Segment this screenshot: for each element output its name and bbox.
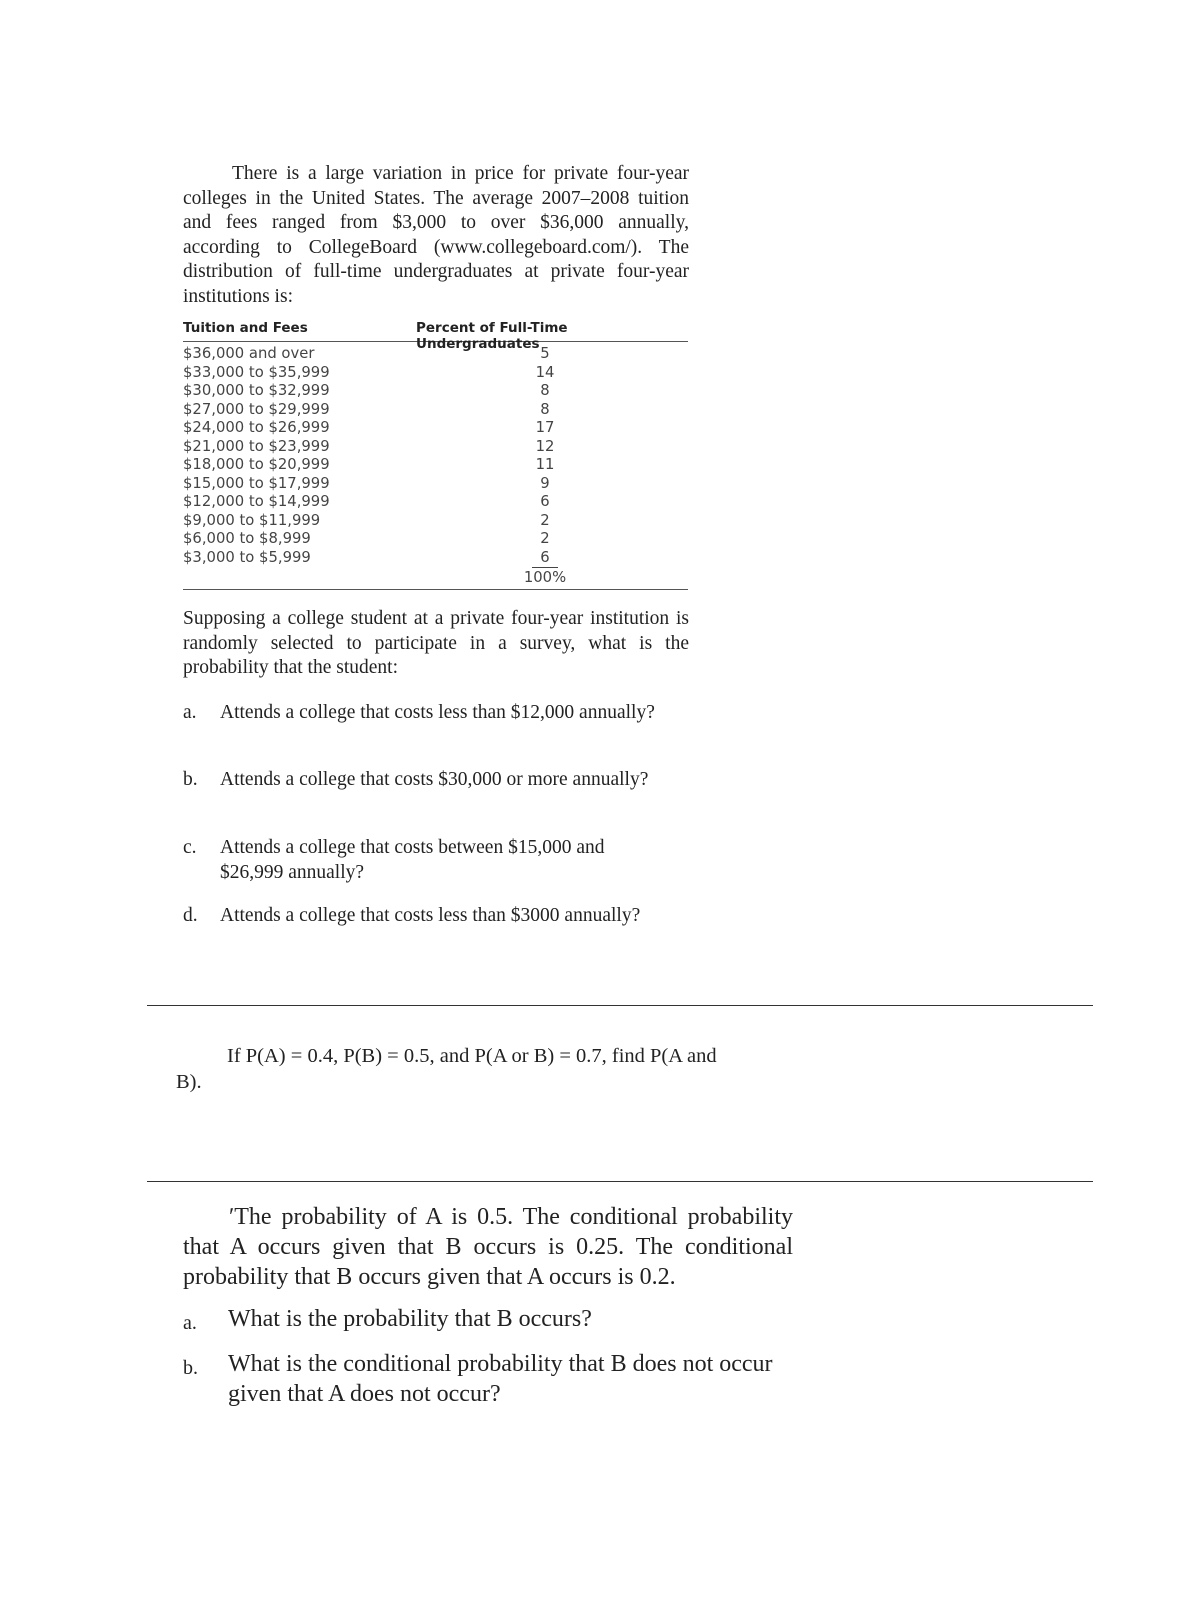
percent-cell: 11 [535, 456, 555, 473]
percent-cell: 2 [540, 511, 550, 529]
tuition-cell: $9,000 to $11,999 [183, 511, 321, 529]
problem3-question-a [183, 1304, 793, 1336]
table-row [183, 549, 688, 568]
question-text: Attends a college that costs $30,000 or more annually? [220, 769, 649, 790]
percent-cell: 6 [540, 493, 550, 510]
table-row [183, 530, 688, 549]
percent-cell: 17 [535, 419, 555, 436]
question-d [183, 904, 683, 954]
table-body [183, 345, 688, 590]
tuition-cell: $18,000 to $20,999 [183, 456, 330, 473]
question-label: c. [183, 837, 197, 858]
question-label: d. [183, 905, 198, 926]
tuition-cell: $12,000 to $14,999 [183, 493, 330, 510]
table-row [183, 401, 688, 420]
table-row [183, 364, 688, 383]
table-header [183, 320, 688, 352]
tuition-cell: $15,000 to $17,999 [183, 474, 330, 492]
tuition-cell: $30,000 to $32,999 [183, 382, 330, 399]
tuition-cell: $21,000 to $23,999 [183, 437, 330, 455]
tuition-cell: $33,000 to $35,999 [183, 363, 330, 381]
question-text: What is the conditional probability that B does not occur given that A does not occur? [228, 1351, 773, 1407]
table-bottom-rule [183, 589, 688, 590]
problem1-intro: There is a large variation in price for private four-year colleges in the United States. The average 2007–2008 tuition and fees ranged from $3,000 to over $36,000 annually, according to CollegeBoard (www.collegeboard.com/). The distribution of full-time undergraduates at private four-year institutions is: [183, 163, 689, 307]
percent-cell: 2 [540, 530, 550, 547]
question-text: Attends a college that costs less than $12,000 annually? [220, 702, 655, 723]
tuition-cell: $6,000 to $8,999 [183, 530, 311, 547]
question-label: b. [183, 769, 198, 790]
percent-cell: 5 [540, 345, 550, 362]
table-row [183, 382, 688, 401]
table-row [183, 438, 688, 457]
table-total-row [183, 567, 688, 587]
divider-1 [147, 1005, 1093, 1006]
percent-cell: 14 [535, 363, 555, 381]
table-row [183, 475, 688, 494]
question-label: a. [183, 1312, 197, 1334]
tuition-cell: $3,000 to $5,999 [183, 548, 311, 566]
question-text: What is the probability that B occurs? [228, 1306, 592, 1332]
question-text: Attends a college that costs less than $3000 annually? [220, 905, 641, 926]
question-b [183, 768, 683, 818]
tuition-cell: $24,000 to $26,999 [183, 419, 330, 436]
divider-2 [147, 1181, 1093, 1182]
col-header-percent: Percent of Full-Time Undergraduates [416, 320, 568, 352]
percent-cell: 8 [540, 382, 550, 399]
question-a [183, 701, 683, 751]
problem1-prompt: Supposing a college student at a private four-year institution is randomly selected to participate in a survey, what is the probability that the student: [183, 608, 689, 679]
table-row [183, 456, 688, 475]
percent-cell: 9 [540, 474, 550, 492]
table-row [183, 345, 688, 364]
percent-cell: 12 [535, 437, 555, 455]
problem3-intro: ʹThe probability of A is 0.5. The conditional probability that A occurs given that B occurs is 0.25. The conditional probability that B occurs given that A occurs is 0.2. [183, 1204, 793, 1290]
total-underline [532, 567, 558, 568]
total-cell: 100% [523, 569, 567, 586]
table-row [183, 512, 688, 531]
problem2-text: If P(A) = 0.4, P(B) = 0.5, and P(A or B) = 0.7, find P(A and B). [176, 1045, 717, 1093]
question-label: b. [183, 1357, 198, 1379]
tuition-cell: $27,000 to $29,999 [183, 400, 330, 418]
table-row [183, 493, 688, 512]
tuition-table [183, 320, 688, 590]
tuition-cell: $36,000 and over [183, 345, 315, 362]
problem3-question-b [183, 1349, 793, 1411]
col-header-tuition: Tuition and Fees [183, 320, 308, 336]
percent-cell: 6 [540, 548, 550, 566]
question-c [183, 836, 683, 886]
question-label: a. [183, 702, 197, 723]
question-text: Attends a college that costs between $15,000 and $26,999 annually? [220, 837, 605, 883]
table-row [183, 419, 688, 438]
percent-cell: 8 [540, 400, 550, 418]
